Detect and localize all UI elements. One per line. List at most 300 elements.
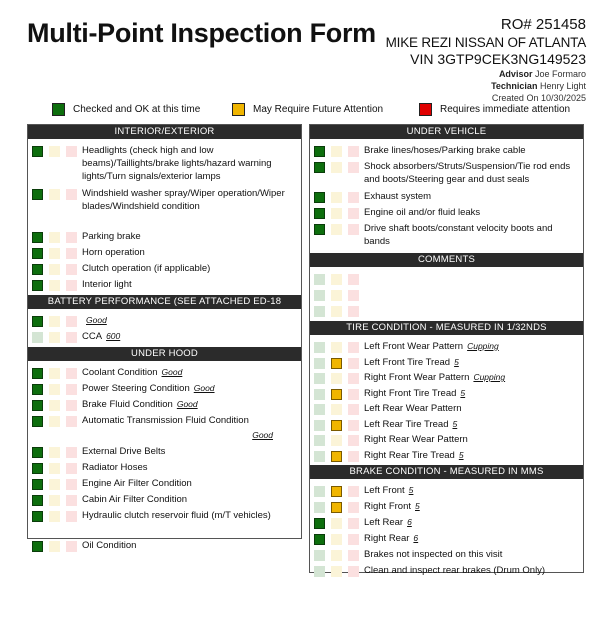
item-label	[82, 246, 297, 259]
ok-status-box[interactable]	[314, 518, 325, 529]
technician-line	[386, 80, 586, 92]
future-status-box[interactable]	[331, 404, 342, 415]
item-value: 5	[408, 485, 414, 495]
future-status-box[interactable]	[49, 146, 60, 157]
section-header-under-vehicle: UNDER VEHICLE	[310, 125, 583, 139]
status-boxes	[314, 224, 365, 235]
status-boxes	[32, 447, 83, 458]
item-label	[82, 278, 297, 291]
future-status-box[interactable]	[331, 274, 342, 285]
status-boxes	[32, 541, 83, 552]
ok-status-box[interactable]	[314, 486, 325, 497]
immediate-status-box[interactable]	[348, 274, 359, 285]
item-label	[364, 356, 579, 369]
inspection-row	[28, 277, 301, 293]
advisor-line	[386, 68, 586, 80]
item-label	[364, 144, 579, 157]
yellow-square-icon	[232, 103, 245, 116]
item-text: Right Front Tire Tread	[364, 387, 457, 399]
section-header-comments: COMMENTS	[310, 253, 583, 267]
ok-status-box[interactable]	[314, 358, 325, 369]
item-text: Automatic Transmission Fluid Condition	[82, 415, 249, 426]
future-status-box[interactable]	[331, 192, 342, 203]
future-status-box[interactable]	[331, 342, 342, 353]
status-boxes	[314, 208, 365, 219]
item-text: Right Rear Tire Tread	[364, 449, 455, 461]
future-status-box[interactable]	[49, 400, 60, 411]
item-label	[364, 402, 579, 415]
item-value: Good	[193, 383, 215, 393]
immediate-status-box[interactable]	[348, 502, 359, 513]
item-text: Brake lines/hoses/Parking brake cable	[364, 145, 526, 156]
immediate-status-box[interactable]	[348, 420, 359, 431]
ok-status-box[interactable]	[32, 511, 43, 522]
inspection-row	[310, 448, 583, 464]
immediate-status-box[interactable]	[348, 162, 359, 173]
immediate-status-box[interactable]	[348, 451, 359, 462]
inspection-row	[310, 483, 583, 499]
ok-status-box[interactable]	[314, 451, 325, 462]
immediate-status-box[interactable]	[66, 384, 77, 395]
status-boxes	[314, 373, 365, 384]
inspection-row	[310, 339, 583, 355]
ok-status-box[interactable]	[32, 189, 43, 200]
future-status-box[interactable]	[331, 306, 342, 317]
inspection-row	[28, 229, 301, 245]
immediate-status-box[interactable]	[348, 290, 359, 301]
future-status-box[interactable]	[331, 389, 342, 400]
ok-status-box[interactable]	[32, 447, 43, 458]
item-text: Left Rear Wear Pattern	[364, 403, 462, 414]
future-status-box[interactable]	[49, 248, 60, 259]
item-label	[82, 262, 297, 275]
item-label	[364, 516, 579, 529]
immediate-status-box[interactable]	[348, 435, 359, 446]
ok-status-box[interactable]	[32, 316, 43, 327]
ok-status-box[interactable]	[32, 232, 43, 243]
status-boxes	[32, 384, 83, 395]
immediate-status-box[interactable]	[66, 495, 77, 506]
status-boxes	[314, 306, 365, 317]
item-value: Good	[86, 315, 107, 325]
ok-status-box[interactable]	[314, 274, 325, 285]
item-text: Right Rear	[364, 533, 410, 544]
legend-ok-label: Checked and OK at this time	[73, 104, 201, 115]
inspection-row	[28, 261, 301, 277]
inspection-row	[28, 413, 301, 444]
inspection-row	[28, 245, 301, 261]
inspection-row	[310, 355, 583, 371]
created-date: Created On 10/30/2025	[491, 93, 586, 103]
item-label	[364, 532, 579, 545]
status-boxes	[32, 332, 83, 343]
ok-status-box[interactable]	[314, 420, 325, 431]
status-boxes	[32, 248, 83, 259]
future-status-box[interactable]	[331, 162, 342, 173]
legend-future	[232, 103, 383, 116]
status-boxes	[314, 435, 365, 446]
technician-label: Technician	[491, 81, 538, 91]
item-text: Power Steering Condition	[82, 383, 190, 394]
immediate-status-box[interactable]	[66, 280, 77, 291]
item-text: Left Front Tire Tread	[364, 356, 451, 368]
status-boxes	[32, 400, 83, 411]
item-text: Right Front Wear Pattern	[364, 372, 470, 383]
status-boxes	[314, 518, 365, 529]
immediate-status-box[interactable]	[66, 368, 77, 379]
immediate-status-box[interactable]	[348, 208, 359, 219]
immediate-status-box[interactable]	[348, 550, 359, 561]
future-status-box[interactable]	[331, 502, 342, 513]
future-status-box[interactable]	[49, 280, 60, 291]
ok-status-box[interactable]	[32, 384, 43, 395]
immediate-status-box[interactable]	[348, 518, 359, 529]
immediate-status-box[interactable]	[66, 511, 77, 522]
item-value: 5	[452, 418, 458, 429]
advisor-name: Joe Formaro	[534, 69, 586, 79]
item-text: Right Rear Wear Pattern	[364, 434, 468, 445]
ok-status-box[interactable]	[314, 146, 325, 157]
ok-status-box[interactable]	[314, 435, 325, 446]
item-label	[364, 340, 579, 353]
ok-status-box[interactable]	[314, 502, 325, 513]
item-label	[364, 160, 579, 186]
advisor-label: Advisor	[498, 69, 533, 79]
status-boxes	[314, 404, 365, 415]
inspection-row	[310, 417, 583, 433]
immediate-status-box[interactable]	[66, 232, 77, 243]
future-status-box[interactable]	[331, 146, 342, 157]
item-label	[82, 187, 297, 213]
item-text: Left Rear	[364, 517, 404, 528]
item-value: Good	[161, 367, 183, 377]
future-status-box[interactable]	[49, 463, 60, 474]
ok-status-box[interactable]	[314, 290, 325, 301]
immediate-status-box[interactable]	[66, 189, 77, 200]
inspection-row	[310, 205, 583, 221]
item-text: Hydraulic clutch reservoir fluid (m/T vehicles)	[82, 510, 271, 521]
dealer-name: MIKE REZI NISSAN OF ATLANTA	[385, 35, 586, 50]
future-status-box[interactable]	[49, 316, 60, 327]
item-text: Windshield washer spray/Wiper operation/Wiper blades/Windshield condition	[82, 188, 285, 212]
item-label	[364, 288, 579, 301]
status-boxes	[314, 534, 365, 545]
future-status-box[interactable]	[331, 518, 342, 529]
item-label	[82, 493, 297, 506]
item-text: Interior light	[82, 279, 132, 290]
immediate-status-box[interactable]	[348, 306, 359, 317]
immediate-status-box[interactable]	[66, 146, 77, 157]
item-value: Cupping	[467, 341, 499, 351]
status-boxes	[32, 280, 83, 291]
ok-status-box[interactable]	[32, 264, 43, 275]
ok-status-box[interactable]	[314, 208, 325, 219]
status-boxes	[32, 463, 83, 474]
section-header-brakes: BRAKE CONDITION - MEASURED IN MMS	[310, 465, 583, 479]
item-text: Headlights (check high and low beams)/Taillights/brake lights/hazard warning lights/Turn signals/exterior lamps	[82, 145, 272, 182]
immediate-status-box[interactable]	[66, 416, 77, 427]
status-boxes	[314, 274, 365, 285]
future-status-box[interactable]	[331, 435, 342, 446]
future-status-box[interactable]	[49, 511, 60, 522]
item-value: 5	[415, 501, 420, 511]
item-text: Engine Air Filter Condition	[82, 478, 192, 489]
immediate-status-box[interactable]	[66, 248, 77, 259]
item-label	[364, 371, 579, 384]
inspection-row	[310, 143, 583, 159]
item-value: Good	[176, 399, 198, 409]
section-header-interior: INTERIOR/EXTERIOR	[28, 125, 301, 139]
item-label	[82, 445, 297, 458]
immediate-status-box[interactable]	[66, 264, 77, 275]
ok-status-box[interactable]	[32, 248, 43, 259]
ok-status-box[interactable]	[32, 400, 43, 411]
inspection-row	[310, 159, 583, 189]
future-status-box[interactable]	[331, 373, 342, 384]
ok-status-box[interactable]	[314, 342, 325, 353]
item-label	[82, 461, 297, 474]
status-boxes	[32, 511, 83, 522]
future-status-box[interactable]	[331, 451, 342, 462]
immediate-status-box[interactable]	[348, 342, 359, 353]
ok-status-box[interactable]	[314, 373, 325, 384]
status-boxes	[32, 189, 83, 200]
immediate-status-box[interactable]	[348, 404, 359, 415]
status-boxes	[314, 502, 365, 513]
immediate-status-box[interactable]	[66, 332, 77, 343]
immediate-status-box[interactable]	[348, 389, 359, 400]
inspection-row	[310, 531, 583, 547]
item-label	[364, 548, 579, 561]
future-status-box[interactable]	[331, 208, 342, 219]
future-status-box[interactable]	[49, 541, 60, 552]
legend-immediate-label: Requires immediate attention	[440, 104, 571, 115]
ok-status-box[interactable]	[314, 389, 325, 400]
inspection-row	[28, 460, 301, 476]
item-value: 6	[413, 533, 419, 543]
legend-ok	[52, 103, 200, 116]
status-boxes	[314, 420, 365, 431]
status-legend	[52, 103, 582, 117]
ok-status-box[interactable]	[32, 368, 43, 379]
ok-status-box[interactable]	[32, 146, 43, 157]
item-value: 6	[407, 517, 412, 527]
item-text: Drive shaft boots/constant velocity boots and bands	[364, 223, 553, 247]
immediate-status-box[interactable]	[66, 400, 77, 411]
item-text: Clean and inspect rear brakes (Drum Only)	[364, 565, 546, 576]
item-label	[82, 539, 297, 552]
inspection-row	[28, 186, 301, 229]
future-status-box[interactable]	[331, 358, 342, 369]
immediate-status-box[interactable]	[348, 566, 359, 577]
future-status-box[interactable]	[49, 479, 60, 490]
inspection-row	[28, 365, 301, 381]
item-text: Left Front Wear Pattern	[364, 341, 464, 352]
item-label	[82, 366, 297, 379]
immediate-status-box[interactable]	[348, 534, 359, 545]
inspection-row	[28, 476, 301, 492]
item-label	[364, 449, 579, 462]
immediate-status-box[interactable]	[348, 486, 359, 497]
item-text: Right Front	[364, 501, 411, 512]
immediate-status-box[interactable]	[66, 447, 77, 458]
status-boxes	[32, 416, 83, 427]
repair-order-number: RO# 251458	[500, 16, 586, 33]
item-text: Cabin Air Filter Condition	[82, 494, 188, 505]
under-hood-rows	[28, 365, 301, 554]
status-boxes	[32, 495, 83, 506]
immediate-status-box[interactable]	[348, 146, 359, 157]
ok-status-box[interactable]	[314, 534, 325, 545]
under-vehicle-rows	[310, 143, 583, 251]
immediate-status-box[interactable]	[348, 224, 359, 235]
inspection-row	[310, 271, 583, 287]
ok-status-box[interactable]	[32, 416, 43, 427]
item-text: Radiator Hoses	[82, 462, 148, 473]
section-header-under-hood: UNDER HOOD	[28, 347, 301, 361]
inspection-row	[310, 563, 583, 579]
status-boxes	[32, 264, 83, 275]
item-text: Coolant Condition	[82, 367, 158, 378]
inspection-row	[310, 303, 583, 319]
inspection-row	[310, 221, 583, 251]
ok-status-box[interactable]	[32, 463, 43, 474]
legend-future-label: May Require Future Attention	[253, 104, 384, 115]
item-label	[364, 272, 579, 285]
item-value: Good	[252, 430, 273, 440]
ok-status-box[interactable]	[314, 306, 325, 317]
item-label	[364, 484, 579, 497]
future-status-box[interactable]	[49, 384, 60, 395]
status-boxes	[314, 486, 365, 497]
ok-status-box[interactable]	[314, 162, 325, 173]
item-text: Oil Condition	[82, 540, 137, 551]
inspection-row	[28, 444, 301, 460]
vin-number: VIN 3GTP9CEK3NG149523	[410, 51, 586, 67]
inspection-row	[28, 381, 301, 397]
item-text: Brake Fluid Condition	[82, 399, 173, 410]
future-status-box[interactable]	[49, 495, 60, 506]
status-boxes	[32, 479, 83, 490]
item-text: Brakes not inspected on this visit	[364, 549, 503, 560]
future-status-box[interactable]	[49, 232, 60, 243]
inspection-row	[28, 397, 301, 413]
immediate-status-box[interactable]	[348, 358, 359, 369]
inspection-row	[310, 370, 583, 386]
status-boxes	[314, 358, 365, 369]
immediate-status-box[interactable]	[66, 316, 77, 327]
ok-status-box[interactable]	[314, 192, 325, 203]
ok-status-box[interactable]	[314, 224, 325, 235]
future-status-box[interactable]	[49, 264, 60, 275]
inspection-row	[310, 432, 583, 448]
brake-rows	[310, 483, 583, 579]
item-label	[364, 190, 579, 203]
item-label	[364, 304, 579, 317]
item-label	[82, 330, 297, 343]
battery-rows	[28, 313, 301, 345]
immediate-status-box[interactable]	[66, 479, 77, 490]
status-boxes	[314, 146, 365, 157]
item-label	[364, 500, 579, 513]
item-label	[364, 387, 579, 400]
inspection-row	[310, 287, 583, 303]
future-status-box[interactable]	[331, 566, 342, 577]
status-boxes	[314, 192, 365, 203]
ok-status-box[interactable]	[32, 280, 43, 291]
item-text: Parking brake	[82, 231, 141, 242]
item-label	[82, 314, 297, 327]
item-value: 600	[106, 331, 121, 341]
future-status-box[interactable]	[49, 416, 60, 427]
item-text: Horn operation	[82, 247, 145, 258]
item-label	[82, 509, 297, 522]
item-label	[82, 398, 297, 411]
ok-status-box[interactable]	[32, 541, 43, 552]
item-value: Cupping	[473, 372, 506, 382]
future-status-box[interactable]	[331, 550, 342, 561]
item-text: Shock absorbers/Struts/Suspension/Tie rod ends and boots/Steering gear and dust seals	[364, 161, 571, 185]
ok-status-box[interactable]	[314, 550, 325, 561]
item-value: 5	[454, 356, 459, 367]
immediate-status-box[interactable]	[66, 463, 77, 474]
status-boxes	[32, 146, 83, 157]
status-boxes	[32, 232, 83, 243]
future-status-box[interactable]	[49, 332, 60, 343]
future-status-box[interactable]	[331, 420, 342, 431]
ok-status-box[interactable]	[32, 479, 43, 490]
status-boxes	[314, 451, 365, 462]
status-boxes	[314, 290, 365, 301]
inspection-row	[310, 547, 583, 563]
future-status-box[interactable]	[331, 486, 342, 497]
immediate-status-box[interactable]	[348, 192, 359, 203]
future-status-box[interactable]	[49, 368, 60, 379]
comments-rows	[310, 271, 583, 319]
item-label	[82, 144, 297, 183]
immediate-status-box[interactable]	[66, 541, 77, 552]
inspection-row	[28, 143, 301, 186]
ok-status-box[interactable]	[32, 332, 43, 343]
inspection-row	[28, 313, 301, 329]
item-label	[364, 206, 579, 219]
future-status-box[interactable]	[331, 534, 342, 545]
item-label	[364, 564, 579, 577]
legend-immediate	[419, 103, 570, 116]
item-value: 5	[460, 387, 466, 398]
status-boxes	[314, 550, 365, 561]
future-status-box[interactable]	[49, 447, 60, 458]
item-text: Clutch operation (if applicable)	[82, 263, 211, 274]
future-status-box[interactable]	[331, 224, 342, 235]
item-label	[82, 230, 297, 243]
status-boxes	[314, 162, 365, 173]
status-boxes	[32, 316, 83, 327]
item-label	[82, 414, 297, 440]
ok-status-box[interactable]	[32, 495, 43, 506]
future-status-box[interactable]	[331, 290, 342, 301]
item-text: External Drive Belts	[82, 446, 166, 457]
form-title: Multi-Point Inspection Form	[27, 18, 376, 48]
ok-status-box[interactable]	[314, 566, 325, 577]
ok-status-box[interactable]	[314, 404, 325, 415]
immediate-status-box[interactable]	[348, 373, 359, 384]
future-status-box[interactable]	[49, 189, 60, 200]
left-panel	[27, 124, 302, 551]
status-boxes	[314, 342, 365, 353]
technician-name: Henry Light	[539, 81, 586, 91]
status-boxes	[32, 368, 83, 379]
